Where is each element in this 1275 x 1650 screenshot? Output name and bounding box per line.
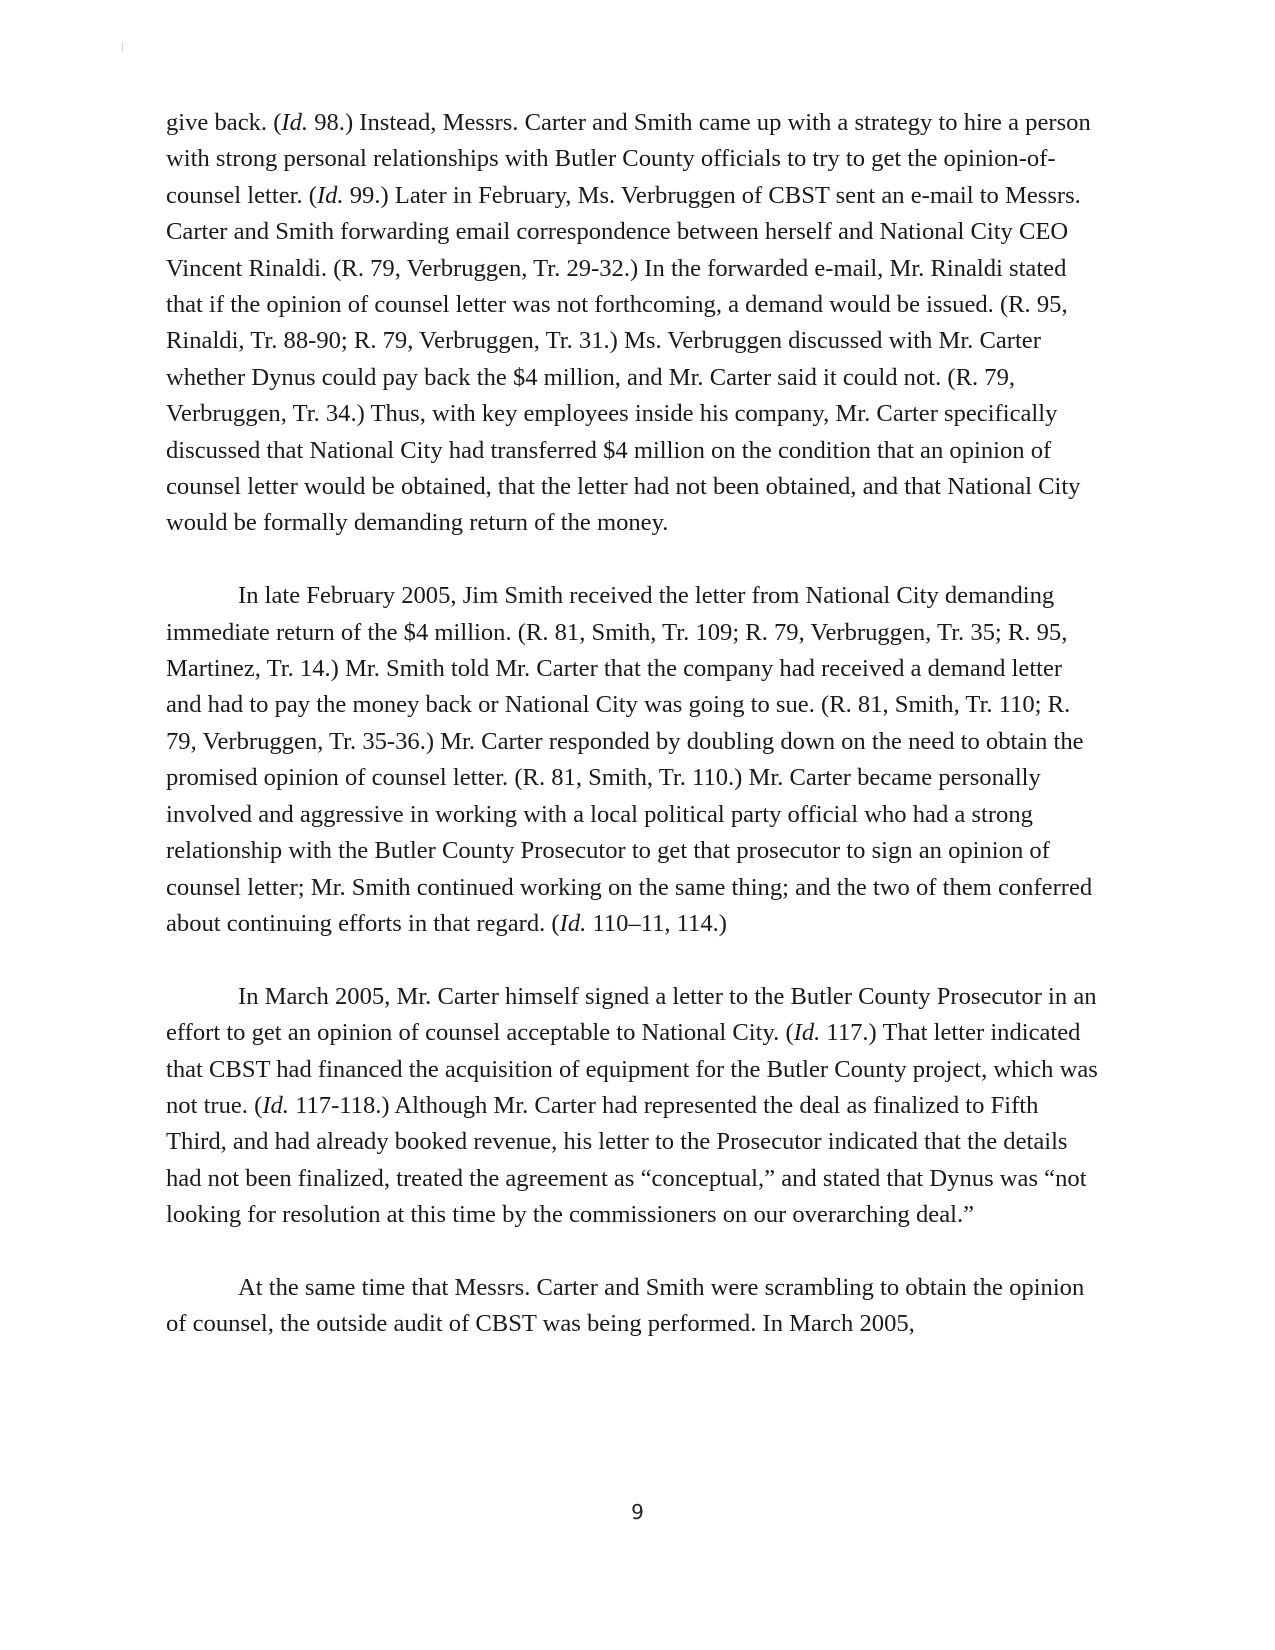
text-segment: In March 2005, Mr. Carter himself signed a letter to the Butler County Prosecutor in an effort to get an opinion of counsel acceptable to National City. ( <box>166 982 1097 1047</box>
citation-id: Id. <box>262 1091 289 1119</box>
page-number: 9 <box>631 1500 644 1524</box>
citation-id: Id. <box>281 109 309 136</box>
paragraph <box>166 979 1101 1234</box>
text-segment: 99.) Later in February, Ms. Verbruggen of CBST sent an e-mail to Messrs. Carter and Smith forwarding email correspondence between herself and National City CEO Vincent Rinaldi. (R. 79, Verbruggen, Tr. 29-32.) In the forwarded e-mail, Mr. Rinaldi stated that if the opinion of counsel letter was not forthcoming, a demand would be issued. (R. 95, Rinaldi, Tr. 88-90; R. 79, Verbruggen, Tr. 31.) Ms. Verbruggen discussed with Mr. Carter whether Dynus could pay back the $4 million, and Mr. Carter said it could not. (R. 79, Verbruggen, Tr. 34.) Thus, with key employees inside his company, Mr. Carter specifically discussed that National City had transferred $4 million on the condition that an opinion of counsel letter would be obtained, that the letter had not been obtained, and that National City would be formally demanding return of the money. <box>166 181 1081 537</box>
text-segment: 117-118.) Although Mr. Carter had represented the deal as finalized to Fifth Third, and had already booked revenue, his letter to the Prosecutor indicated that the details had not been finalized, treated the agreement as “conceptual,” and stated that Dynus was “not looking for resolution at this time by the commissioners on our overarching deal.” <box>166 1091 1087 1229</box>
scan-mark <box>122 42 123 52</box>
paragraph <box>166 105 1101 542</box>
text-segment: At the same time that Messrs. Carter and Smith were scrambling to obtain the opinion of counsel, the outside audit of CBST was being performed. In March 2005, <box>166 1273 1085 1338</box>
text-segment: In late February 2005, Jim Smith received the letter from National City demanding immediate return of the $4 million. (R. 81, Smith, Tr. 109; R. 79, Verbruggen, Tr. 35; R. 95, Martinez, Tr. 14.) Mr. Smith told Mr. Carter that the company had received a demand letter and had to pay the money back or National City was going to sue. (R. 81, Smith, Tr. 110; R. 79, Verbruggen, Tr. 35-36.) Mr. Carter responded by doubling down on the need to obtain the promised opinion of counsel letter. (R. 81, Smith, Tr. 110.) Mr. Carter became personally involved and aggressive in working with a local political party official who had a strong relationship with the Butler County Prosecutor to get that prosecutor to sign an opinion of counsel letter; Mr. Smith continued working on the same thing; and the two of them conferred about continuing efforts in that regard. ( <box>166 582 1093 937</box>
citation-id: Id. <box>316 181 344 209</box>
citation-id: Id. <box>559 909 587 937</box>
text-segment: 117.) That letter indicated that CBST had financed the acquisition of equipment for the Butler County project, which was not true. ( <box>166 1019 1098 1119</box>
paragraph <box>166 1270 1101 1343</box>
body-text <box>166 105 1101 1343</box>
paragraph <box>166 578 1101 942</box>
text-segment: 98.) Instead, Messrs. Carter and Smith came up with a strategy to hire a person with strong personal relationships with Butler County officials to try to get the opinion-of-counsel letter. ( <box>166 109 1091 209</box>
text-segment: 110–11, 114.) <box>586 909 727 937</box>
text-segment: give back. ( <box>166 109 282 136</box>
citation-id: Id. <box>793 1019 821 1047</box>
